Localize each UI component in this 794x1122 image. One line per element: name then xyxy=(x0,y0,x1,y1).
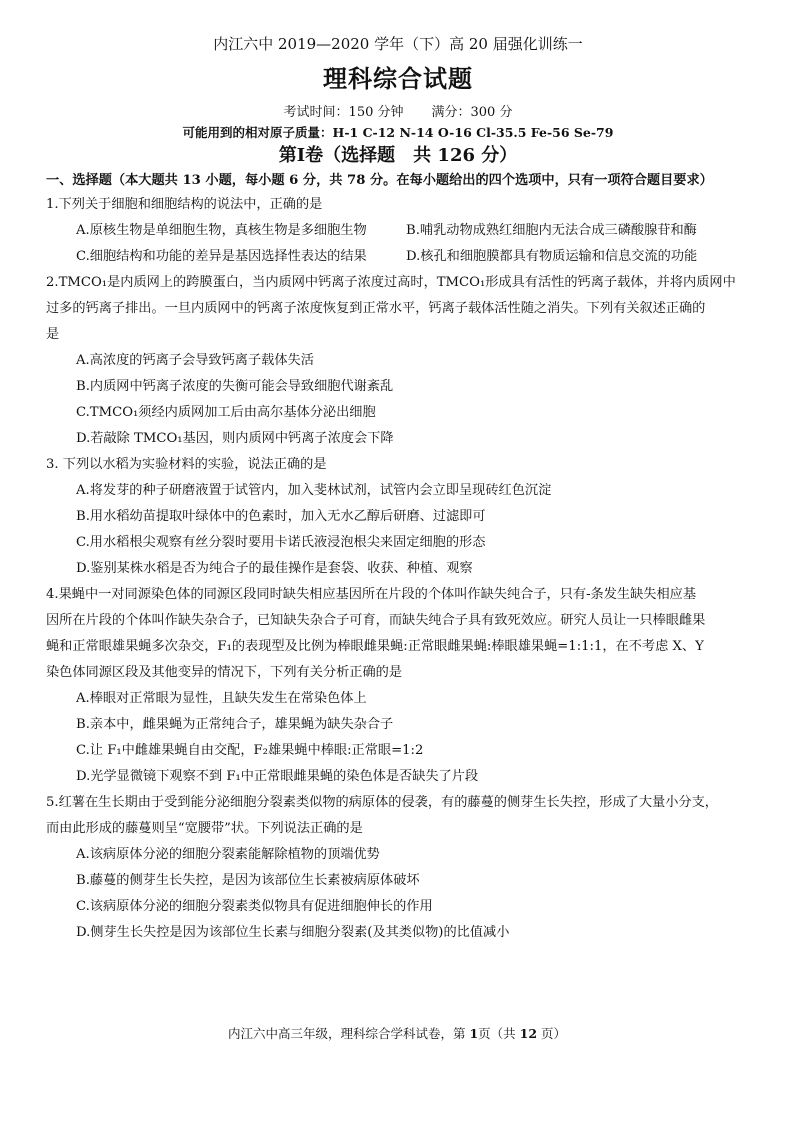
footer-suffix: 页） xyxy=(537,1026,567,1041)
footer-total-pages: 12 xyxy=(519,1026,538,1041)
option-a: A.高浓度的钙离子会导致钙离子载体失活 xyxy=(76,353,314,368)
question-3 xyxy=(46,452,750,582)
question-stem-line: 而由此形成的藤蔓则呈“宽腰带”状。下列说法正确的是 xyxy=(46,821,363,836)
option-a: A.原核生物是单细胞生物，真核生物是多细胞生物 xyxy=(76,223,367,238)
footer-middle: 页（共 xyxy=(478,1026,520,1041)
question-stem-line: 2.TMCO₁是内质网上的跨膜蛋白，当内质网中钙离子浓度过高时，TMCO₁形成具有活性的钙离子载体，并将内质网中 xyxy=(46,275,736,290)
option-b: B.亲本中，雌果蝇为正常纯合子，雄果蝇为缺失杂合子 xyxy=(76,717,394,732)
option-a: A.该病原体分泌的细胞分裂素能解除植物的顶端优势 xyxy=(76,847,380,862)
question-stem-line: 是 xyxy=(46,327,60,342)
section-title: 第Ⅰ卷（选择题 共 126 分） xyxy=(278,145,518,166)
exam-time: 考试时间：150 分钟 xyxy=(283,105,404,120)
option-c: C.该病原体分泌的细胞分裂素类似物具有促进细胞伸长的作用 xyxy=(76,899,433,914)
question-stem-line: 染色体同源区段及其他变异的情况下，下列有关分析正确的是 xyxy=(46,665,403,680)
page-footer xyxy=(0,1025,794,1043)
question-4 xyxy=(46,582,750,790)
option-d: D.若敲除 TMCO₁基因，则内质网中钙离子浓度会下降 xyxy=(76,431,394,446)
option-b: B.内质网中钙离子浓度的失衡可能会导致细胞代谢紊乱 xyxy=(76,379,394,394)
question-2 xyxy=(46,270,750,452)
question-stem-line: 过多的钙离子排出。一旦内质网中的钙离子浓度恢复到正常水平，钙离子载体活性随之消失。下列有关叙述正确的 xyxy=(46,301,706,316)
option-c: C.用水稻根尖观察有丝分裂时要用卡诺氏液浸泡根尖来固定细胞的形态 xyxy=(76,535,486,550)
option-row xyxy=(46,218,750,244)
option-d: D.侧芽生长失控是因为该部位生长素与细胞分裂素(及其类似物)的比值减小 xyxy=(76,925,510,940)
atomic-masses: 可能用到的相对原子质量：H-1 C-12 N-14 O-16 Cl-35.5 Fe-56 Se-79 xyxy=(182,125,614,140)
option-row xyxy=(46,244,750,270)
option-a: A.将发芽的种子研磨液置于试管内，加入斐林试剂，试管内会立即呈现砖红色沉淀 xyxy=(76,483,552,498)
option-b: B.哺乳动物成熟红细胞内无法合成三磷酸腺苷和酶 xyxy=(406,223,697,238)
question-stem: 3. 下列以水稻为实验材料的实验，说法正确的是 xyxy=(46,457,327,472)
footer-page-number: 1 xyxy=(469,1026,479,1041)
question-5 xyxy=(46,790,750,946)
option-c: C.TMCO₁须经内质网加工后由高尔基体分泌出细胞 xyxy=(76,405,376,420)
school-header: 内江六中 2019—2020 学年（下）高 20 届强化训练一 xyxy=(213,35,583,53)
option-b: B.用水稻幼苗提取叶绿体中的色素时，加入无水乙醇后研磨、过滤即可 xyxy=(76,509,486,524)
option-d: D.鉴别某株水稻是否为纯合子的最佳操作是套袋、收获、种植、观察 xyxy=(76,561,473,576)
question-stem-line: 4.果蝇中一对同源染色体的同源区段同时缺失相应基因所在片段的个体叫作缺失纯合子，只有-条发生缺失相应基 xyxy=(46,587,697,602)
question-stem-line: 5.红薯在生长期由于受到能分泌细胞分裂素类似物的病原体的侵袭，有的藤蔓的侧芽生长失控，形成了大量小分支， xyxy=(46,795,718,810)
option-b: B.藤蔓的侧芽生长失控，是因为该部位生长素被病原体破坏 xyxy=(76,873,420,888)
option-a: A.棒眼对正常眼为显性，且缺失发生在常染色体上 xyxy=(76,691,367,706)
question-stem-line: 因所在片段的个体叫作缺失杂合子，已知缺失杂合子可育，而缺失纯合子具有致死效应。研究人员让一只棒眼雌果 xyxy=(46,613,706,628)
footer-prefix: 内江六中高三年级，理科综合学科试卷，第 xyxy=(227,1026,470,1041)
page-title: 理科综合试题 xyxy=(323,64,473,93)
question-1 xyxy=(46,192,750,270)
option-d: D.核孔和细胞膜都具有物质运输和信息交流的功能 xyxy=(406,249,698,264)
full-score: 满分：300 分 xyxy=(431,105,513,120)
exam-info xyxy=(46,104,750,122)
option-c: C.细胞结构和功能的差异是基因选择性表达的结果 xyxy=(76,249,367,264)
option-d: D.光学显微镜下观察不到 F₁中正常眼雌果蝇的染色体是否缺失了片段 xyxy=(76,769,479,784)
question-stem-line: 蝇和正常眼雄果蝇多次杂交，F₁的表现型及比例为棒眼雌果蝇:正常眼雌果蝇:棒眼雄果蝇=1:1:1，在不考虑 X、Y xyxy=(46,639,704,654)
section-instruction: 一、选择题（本大题共 13 小题，每小题 6 分，共 78 分。在每小题给出的四个选项中，只有一项符合题目要求） xyxy=(46,173,713,188)
question-stem: 1.下列关于细胞和细胞结构的说法中，正确的是 xyxy=(46,197,323,212)
option-c: C.让 F₁中雌雄果蝇自由交配，F₂雄果蝇中棒眼:正常眼=1:2 xyxy=(76,743,424,758)
